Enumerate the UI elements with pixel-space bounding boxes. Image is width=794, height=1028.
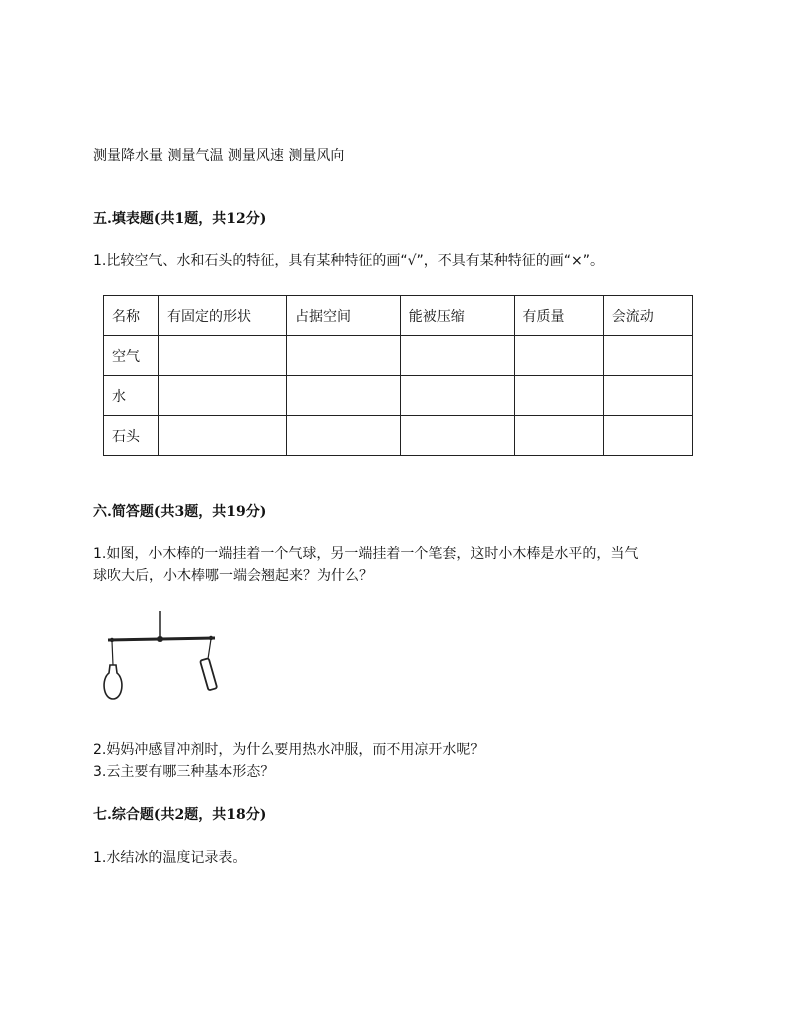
- table-header-cell: 名称: [104, 296, 159, 336]
- table-cell[interactable]: [159, 336, 287, 376]
- section-5-heading: 五.填表题(共1题，共12分): [93, 211, 267, 227]
- pivot-point: [157, 636, 163, 642]
- table-header-cell: 有质量: [514, 296, 603, 336]
- balloon-string: [112, 641, 113, 665]
- table-cell[interactable]: [400, 336, 514, 376]
- table-row-label: 石头: [104, 416, 159, 456]
- table-cell[interactable]: [287, 336, 401, 376]
- table-cell[interactable]: [603, 416, 692, 456]
- balloon-icon: [104, 665, 122, 699]
- pen-cap-string: [208, 639, 211, 659]
- table-header-cell: 会流动: [603, 296, 692, 336]
- table-row: [104, 416, 693, 456]
- feature-table: [103, 295, 693, 456]
- table-cell[interactable]: [287, 376, 401, 416]
- section-5-question-1: 1.比较空气、水和石头的特征，具有某种特征的画“√”，不具有某种特征的画“×”。: [93, 253, 605, 269]
- table-cell[interactable]: [159, 376, 287, 416]
- section-7-question-1: 1.水结冰的温度记录表。: [93, 850, 247, 866]
- table-row-label: 水: [104, 376, 159, 416]
- section-6-question-1-line-2: 球吹大后，小木棒哪一端会翘起来？为什么？: [93, 568, 373, 584]
- table-cell[interactable]: [603, 336, 692, 376]
- table-cell[interactable]: [159, 416, 287, 456]
- table-cell[interactable]: [400, 416, 514, 456]
- table-row-label: 空气: [104, 336, 159, 376]
- table-header-row: [104, 296, 693, 336]
- table-cell[interactable]: [514, 376, 603, 416]
- pen-cap-icon: [200, 658, 217, 690]
- section-6-question-2: 2.妈妈冲感冒冲剂时，为什么要用热水冲服，而不用凉开水呢？: [93, 742, 485, 758]
- balance-stick-figure: [98, 607, 228, 703]
- table-cell[interactable]: [603, 376, 692, 416]
- table-cell[interactable]: [514, 336, 603, 376]
- section-6-question-1-line-1: 1.如图，小木棒的一端挂着一个气球，另一端挂着一个笔套，这时小木棒是水平的，当气: [93, 546, 639, 562]
- table-cell[interactable]: [400, 376, 514, 416]
- table-cell[interactable]: [287, 416, 401, 456]
- section-6-question-3: 3.云主要有哪三种基本形态？: [93, 764, 275, 780]
- section-7-heading: 七.综合题(共2题，共18分): [93, 807, 267, 823]
- table-cell[interactable]: [514, 416, 603, 456]
- options-line: 测量降水量 测量气温 测量风速 测量风向: [93, 148, 345, 164]
- section-6-heading: 六.简答题(共3题，共19分): [93, 504, 267, 520]
- table-row: [104, 336, 693, 376]
- table-header-cell: 能被压缩: [400, 296, 514, 336]
- table-row: [104, 376, 693, 416]
- table-header-cell: 占据空间: [287, 296, 401, 336]
- table-header-cell: 有固定的形状: [159, 296, 287, 336]
